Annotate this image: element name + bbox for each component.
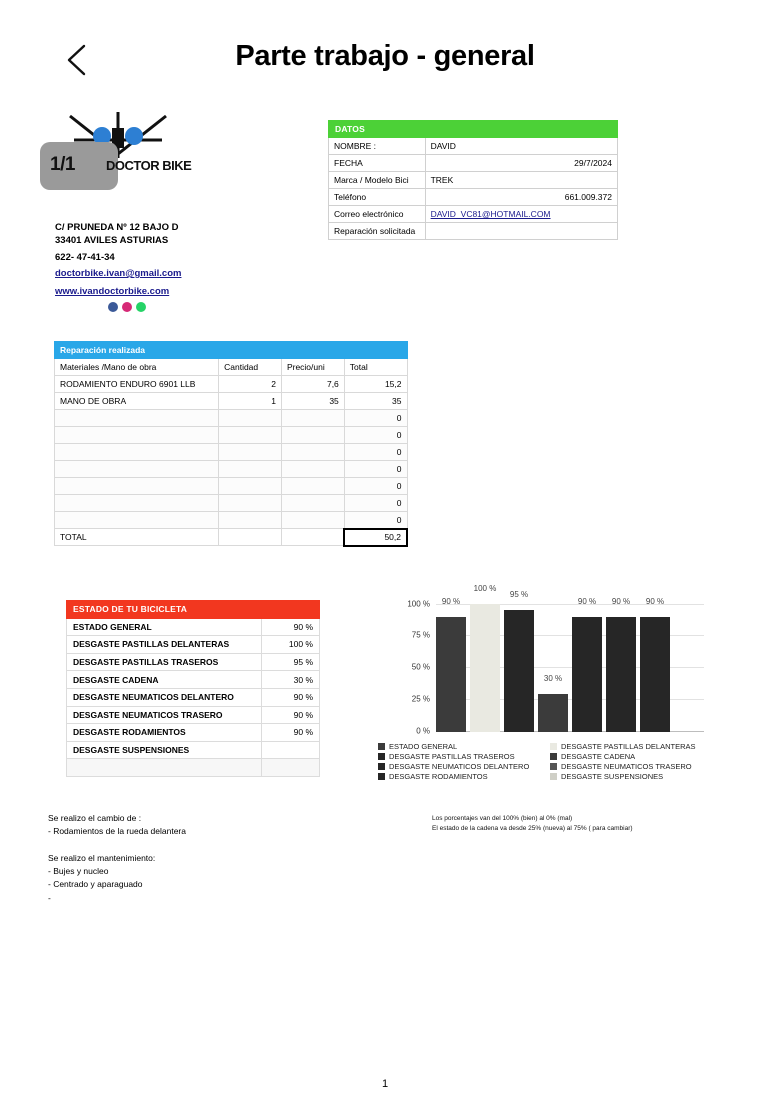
social-icons (108, 302, 146, 312)
notes-mantenimiento-line-3: - (48, 892, 51, 903)
reparacion-header: Reparación realizada (55, 342, 219, 359)
legend-label: DESGASTE RODAMIENTOS (389, 772, 488, 781)
table-row (55, 478, 408, 495)
legend-item (378, 742, 550, 751)
bar-slot (436, 596, 466, 732)
col-total: Total (344, 359, 407, 376)
legend-label: DESGASTE NEUMATICOS TRASERO (561, 762, 692, 771)
rep-concepto: MANO DE OBRA (55, 393, 219, 410)
rep-concepto (55, 444, 219, 461)
bar-label: 90 % (441, 596, 461, 606)
rep-cantidad (219, 410, 282, 427)
chart-notes (432, 814, 633, 834)
bar-label: 30 % (543, 673, 563, 683)
bar-slot (504, 590, 534, 732)
rep-precio (281, 410, 344, 427)
col-precio: Precio/uni (281, 359, 344, 376)
bar-label: 95 % (509, 590, 529, 600)
chart-plot-area (407, 584, 704, 736)
rep-cantidad (219, 512, 282, 529)
rep-concepto: RODAMIENTO ENDURO 6901 LLB (55, 376, 219, 393)
chart-note-1: Los porcentajes van del 100% (bien) al 0% (mal) (432, 815, 573, 822)
rep-precio (281, 461, 344, 478)
table-row (329, 172, 618, 189)
legend-swatch-icon (550, 753, 557, 760)
table-row (55, 495, 408, 512)
reparacion-column-header-row (55, 359, 408, 376)
logo-badge-text: 1/1 (50, 154, 75, 175)
legend-swatch-icon (550, 763, 557, 770)
bar-slot (470, 584, 500, 732)
table-row (329, 206, 618, 223)
rep-concepto (55, 410, 219, 427)
rep-cantidad (219, 478, 282, 495)
rep-precio: 7,6 (281, 376, 344, 393)
bar-label: 90 % (611, 596, 631, 606)
page-title: Parte trabajo - general (235, 40, 535, 72)
rep-total: 15,2 (344, 376, 407, 393)
legend-swatch-icon (550, 773, 557, 780)
bar-label: 90 % (645, 596, 665, 606)
rep-precio (281, 444, 344, 461)
bar-rodamientos (640, 617, 670, 732)
reparacion-header-fill-3 (344, 342, 407, 359)
table-row (55, 376, 408, 393)
legend-label: DESGASTE PASTILLAS DELANTERAS (561, 742, 696, 751)
legend-item (378, 752, 550, 761)
datos-label-nombre: NOMBRE : (329, 138, 426, 155)
estado-value: 90 % (262, 706, 320, 724)
legend-swatch-icon (378, 743, 385, 750)
rep-total: 0 (344, 495, 407, 512)
legend-label: DESGASTE CADENA (561, 752, 636, 761)
chart-bars (436, 584, 704, 732)
col-concepto: Materiales /Mano de obra (55, 359, 219, 376)
legend-swatch-icon (550, 743, 557, 750)
rep-cantidad: 2 (219, 376, 282, 393)
bar-slot (606, 596, 636, 732)
rep-total: 0 (344, 427, 407, 444)
bar-neumaticos-delantero (572, 617, 602, 732)
datos-header: DATOS (329, 121, 618, 138)
datos-table (328, 120, 618, 240)
rep-cantidad (219, 444, 282, 461)
estado-value: 100 % (262, 636, 320, 654)
datos-value-fecha: 29/7/2024 (425, 155, 617, 172)
rep-concepto (55, 512, 219, 529)
table-row (55, 410, 408, 427)
rep-concepto (55, 461, 219, 478)
table-row (329, 138, 618, 155)
logo-wordmark: DOCTOR BIKE (106, 158, 192, 173)
bar-label: 100 % (473, 584, 497, 593)
ytick-100: 100 % (407, 599, 430, 609)
table-row (67, 618, 320, 636)
rep-cantidad (219, 495, 282, 512)
estado-label: DESGASTE CADENA (67, 671, 262, 689)
datos-value-marca: TREK (425, 172, 617, 189)
estado-header-row (67, 601, 320, 619)
total-label: TOTAL (55, 529, 219, 546)
notes-mantenimiento-line-1: - Bujes y nucleo (48, 866, 109, 877)
total-spacer-1 (219, 529, 282, 546)
rep-concepto (55, 478, 219, 495)
rep-total: 0 (344, 410, 407, 427)
chart-note-2: El estado de la cadena va desde 25% (nueva) al 75% ( para cambiar) (432, 824, 633, 832)
rep-total: 0 (344, 461, 407, 478)
legend-item (378, 762, 550, 771)
chart-legend (378, 742, 723, 781)
estado-value: 90 % (262, 688, 320, 706)
legend-item (550, 742, 723, 751)
ytick-25: 25 % (411, 694, 430, 704)
legend-swatch-icon (378, 753, 385, 760)
doctor-bike-logo (40, 110, 220, 195)
bar-slot (538, 604, 568, 732)
estado-table (66, 600, 320, 777)
table-row (329, 155, 618, 172)
datos-label-telefono: Teléfono (329, 189, 426, 206)
address-line-1: C/ PRUNEDA Nº 12 BAJO D (55, 222, 179, 233)
company-phone: 622- 47-41-34 (55, 252, 115, 263)
estado-label: DESGASTE SUSPENSIONES (67, 741, 262, 759)
table-row (55, 512, 408, 529)
datos-value-reparacion-solicitada (425, 223, 617, 240)
datos-label-reparacion-solicitada: Reparación solicitada (329, 223, 426, 240)
notes-cambio-line-1: - Rodamientos de la rueda delantera (48, 826, 186, 837)
estado-value: 90 % (262, 724, 320, 742)
bar-estado-general (436, 617, 466, 732)
estado-value (262, 741, 320, 759)
reparacion-header-row (55, 342, 408, 359)
bar-slot (674, 604, 704, 732)
rep-precio (281, 478, 344, 495)
table-row (55, 444, 408, 461)
estado-value: 95 % (262, 653, 320, 671)
reparacion-table (54, 341, 408, 547)
table-row (55, 393, 408, 410)
address-line-2: 33401 AVILES ASTURIAS (55, 234, 169, 246)
datos-header-row (329, 121, 618, 138)
notes-mantenimiento (48, 852, 155, 905)
legend-label: DESGASTE SUSPENSIONES (561, 772, 664, 781)
table-row (55, 427, 408, 444)
rep-cantidad: 1 (219, 393, 282, 410)
table-row (55, 461, 408, 478)
total-spacer-2 (281, 529, 344, 546)
estado-value: 90 % (262, 618, 320, 636)
notes-cambio (48, 812, 186, 838)
legend-label: DESGASTE NEUMATICOS DELANTERO (389, 762, 530, 771)
estado-value: 30 % (262, 671, 320, 689)
estado-label: DESGASTE NEUMATICOS TRASERO (67, 706, 262, 724)
bar-neumaticos-trasero (606, 617, 636, 732)
table-row (67, 671, 320, 689)
datos-label-marca: Marca / Modelo Bici (329, 172, 426, 189)
whatsapp-icon[interactable] (136, 302, 146, 312)
table-row (67, 688, 320, 706)
rep-concepto (55, 495, 219, 512)
table-row (67, 636, 320, 654)
total-value: 50,2 (344, 529, 407, 546)
table-row (329, 223, 618, 240)
rep-precio: 35 (281, 393, 344, 410)
legend-item (550, 762, 723, 771)
estado-label-blank (67, 759, 262, 777)
legend-label: DESGASTE PASTILLAS TRASEROS (389, 752, 515, 761)
estado-label: DESGASTE NEUMATICOS DELANTERO (67, 688, 262, 706)
bar-slot (640, 596, 670, 732)
ytick-0: 0 % (416, 726, 430, 736)
company-email-link[interactable]: doctorbike.ivan@gmail.com (55, 268, 182, 279)
page-number: 1 (381, 1078, 389, 1090)
estado-header: ESTADO DE TU BICICLETA (67, 601, 320, 619)
legend-swatch-icon (378, 773, 385, 780)
facebook-icon[interactable] (108, 302, 118, 312)
estado-label: DESGASTE PASTILLAS DELANTERAS (67, 636, 262, 654)
table-row (67, 741, 320, 759)
reparacion-total-row (55, 529, 408, 546)
rep-cantidad (219, 427, 282, 444)
legend-item (550, 752, 723, 761)
table-row (67, 706, 320, 724)
legend-label: ESTADO GENERAL (389, 742, 458, 751)
rep-total: 0 (344, 478, 407, 495)
rep-precio (281, 512, 344, 529)
company-address (55, 222, 178, 248)
datos-value-correo-link[interactable]: DAVID_VC81@HOTMAIL.COM (430, 209, 551, 219)
company-website-link[interactable]: www.ivandoctorbike.com (55, 286, 170, 297)
estado-label: DESGASTE PASTILLAS TRASEROS (67, 653, 262, 671)
notes-mantenimiento-title: Se realizo el mantenimiento: (48, 853, 156, 863)
datos-value-nombre: DAVID (425, 138, 617, 155)
col-cantidad: Cantidad (219, 359, 282, 376)
table-row (67, 724, 320, 742)
datos-label-fecha: FECHA (329, 155, 426, 172)
ytick-75: 75 % (411, 630, 430, 640)
bar-pastillas-traseros (504, 610, 534, 732)
datos-value-telefono: 661.009.372 (425, 189, 617, 206)
company-logo-block (40, 110, 260, 195)
estado-bar-chart (378, 584, 723, 781)
rep-concepto (55, 427, 219, 444)
rep-precio (281, 427, 344, 444)
rep-cantidad (219, 461, 282, 478)
bar-pastillas-delanteras (470, 604, 500, 732)
bar-slot (572, 596, 602, 732)
legend-item (550, 772, 723, 781)
estado-label: DESGASTE RODAMIENTOS (67, 724, 262, 742)
estado-label: ESTADO GENERAL (67, 618, 262, 636)
rep-total: 35 (344, 393, 407, 410)
rep-precio (281, 495, 344, 512)
table-row (67, 653, 320, 671)
legend-swatch-icon (378, 763, 385, 770)
notes-mantenimiento-line-2: - Centrado y aparaguado (48, 879, 143, 890)
datos-label-correo: Correo electrónico (329, 206, 426, 223)
rep-total: 0 (344, 444, 407, 461)
reparacion-header-fill-2 (281, 342, 344, 359)
estado-value-blank (262, 759, 320, 777)
rep-total: 0 (344, 512, 407, 529)
table-row (329, 189, 618, 206)
notes-cambio-title: Se realizo el cambio de : (48, 813, 142, 823)
reparacion-header-fill-1 (219, 342, 282, 359)
bar-cadena (538, 694, 568, 732)
table-row (67, 759, 320, 777)
instagram-icon[interactable] (122, 302, 132, 312)
bar-label: 90 % (577, 596, 597, 606)
ytick-50: 50 % (411, 662, 430, 672)
legend-item (378, 772, 550, 781)
